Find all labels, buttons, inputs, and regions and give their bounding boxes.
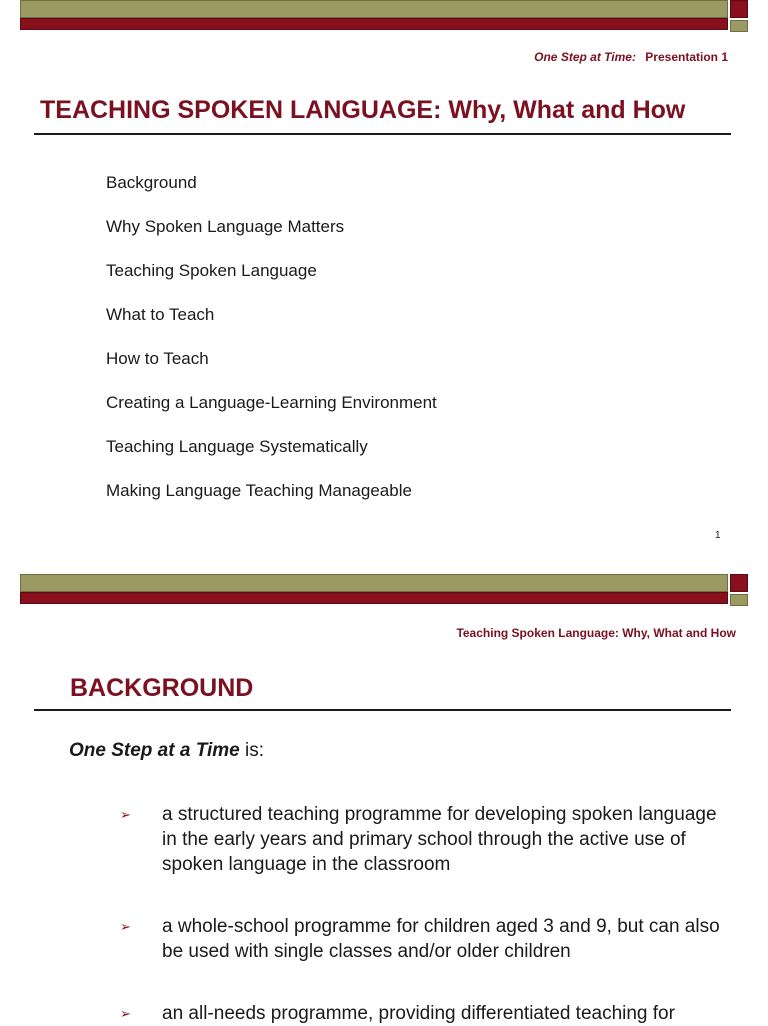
bullet-item — [120, 802, 720, 877]
arrow-bullet-icon: ➢ — [120, 919, 131, 934]
intro-rest: is: — [239, 740, 264, 761]
header-caption: Teaching Spoken Language: Why, What and How — [456, 626, 736, 640]
agenda-item: Creating a Language-Learning Environment — [106, 393, 437, 412]
slide-title: TEACHING SPOKEN LANGUAGE: Why, What and How — [40, 96, 686, 124]
header-presentation-label: Presentation 1 — [645, 50, 728, 64]
intro-emphasis: One Step at a Time — [69, 740, 240, 761]
arrow-bullet-icon: ➢ — [120, 807, 131, 822]
header-square-olive — [730, 594, 748, 606]
arrow-bullet-icon: ➢ — [120, 1006, 131, 1021]
bullet-item — [120, 914, 720, 964]
title-underline — [34, 709, 731, 711]
agenda-item: How to Teach — [106, 349, 209, 368]
bullet-list — [120, 802, 720, 1026]
header-bars — [20, 0, 750, 32]
agenda-list — [106, 172, 437, 524]
header-bars — [20, 574, 750, 606]
header-caption — [534, 50, 728, 64]
header-square-olive — [730, 20, 748, 32]
intro-line — [69, 740, 264, 762]
header-bar-olive — [20, 574, 728, 592]
page-number: 1 — [715, 530, 721, 541]
section-title: BACKGROUND — [70, 674, 254, 702]
header-bar-red — [20, 592, 728, 604]
header-bar-red — [20, 18, 728, 30]
slide-2 — [0, 574, 768, 1024]
header-series-name: One Step at Time: — [534, 50, 636, 64]
header-square-red — [730, 0, 748, 18]
bullet-text: a structured teaching programme for developing spoken language in the early years and primary school through the active use of spoken language in the classroom — [162, 804, 717, 875]
agenda-item: Making Language Teaching Manageable — [106, 481, 412, 500]
header-bar-olive — [20, 0, 728, 18]
header-square-red — [730, 574, 748, 592]
agenda-item: Teaching Language Systematically — [106, 437, 368, 456]
bullet-item — [120, 1001, 720, 1026]
agenda-item: Teaching Spoken Language — [106, 261, 317, 280]
bullet-text: an all-needs programme, providing differentiated teaching for — [162, 1003, 675, 1024]
title-underline — [34, 133, 731, 135]
agenda-item: What to Teach — [106, 305, 215, 324]
bullet-text: a whole-school programme for children aged 3 and 9, but can also be used with single classes and/or older children — [162, 916, 720, 962]
agenda-item: Background — [106, 173, 197, 192]
agenda-item: Why Spoken Language Matters — [106, 217, 345, 236]
